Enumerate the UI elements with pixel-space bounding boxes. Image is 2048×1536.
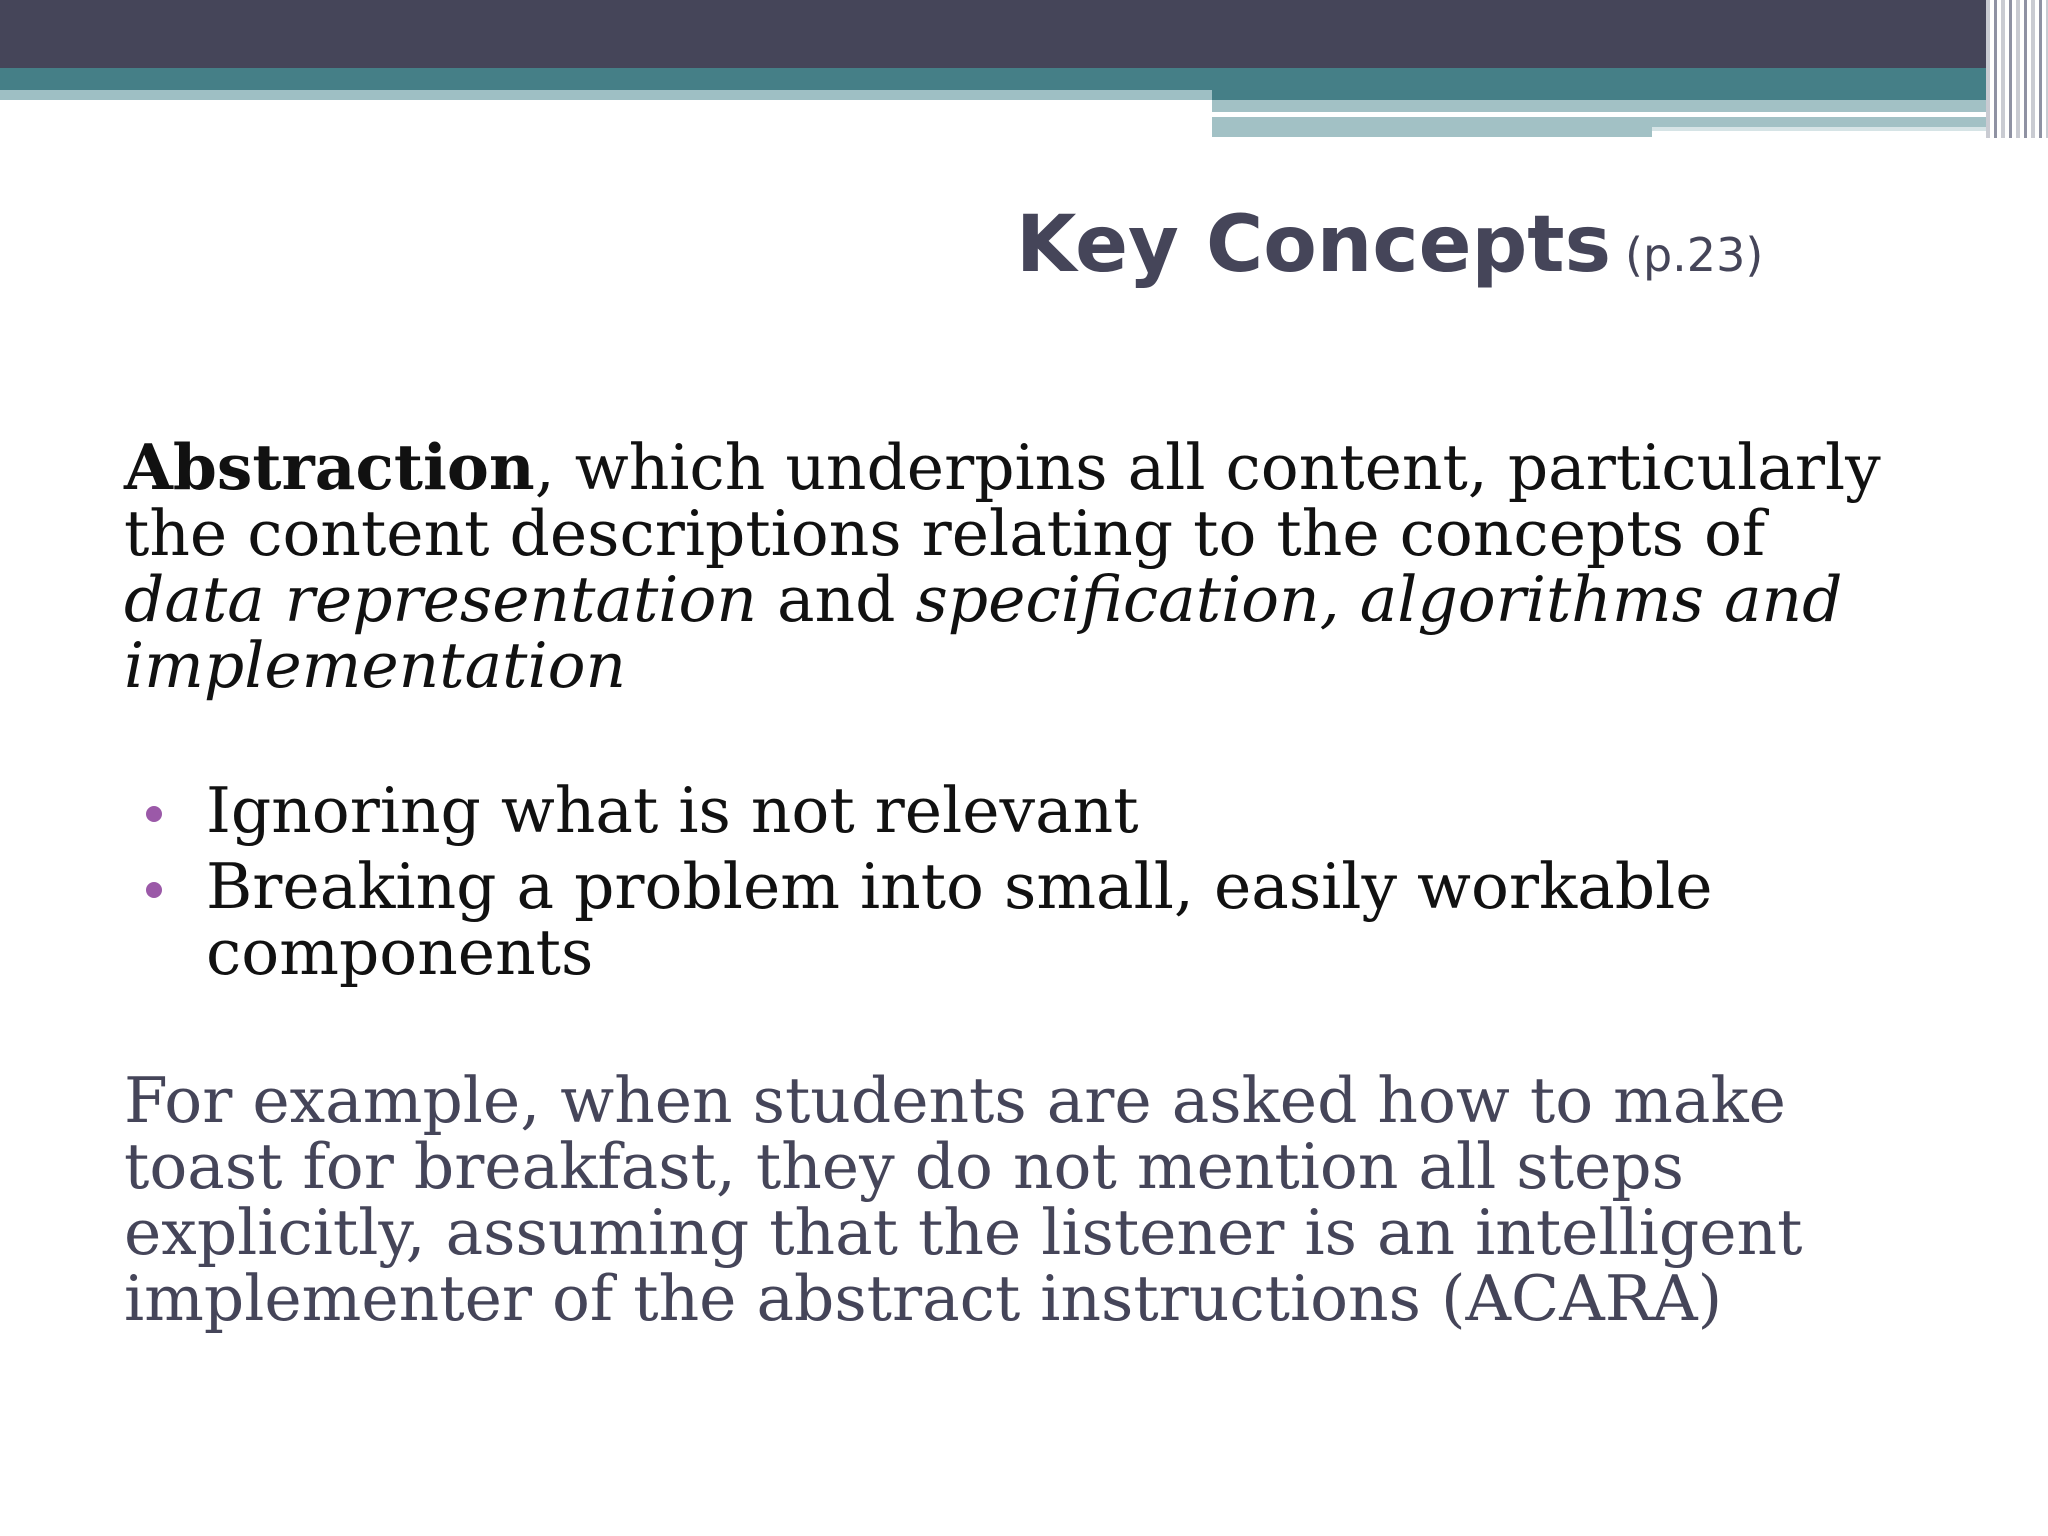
header-band-light-lower	[1212, 117, 2010, 127]
header-band-teal	[0, 68, 2010, 90]
abstraction-italic-2: specification, algorithms and implementation	[124, 563, 1843, 702]
abstraction-text-1: , which underpins all content, particularly the content descriptions relating to the concepts of	[124, 431, 1881, 570]
bullet-dot-icon	[146, 882, 162, 898]
header-band-teal-light-left	[0, 90, 1212, 100]
abstraction-italic-1: data representation	[124, 563, 757, 636]
header-stripes	[1986, 0, 2048, 138]
slide-title	[1016, 200, 1976, 290]
abstraction-term: Abstraction	[124, 430, 535, 504]
bullet-list	[140, 774, 1920, 996]
abstraction-paragraph	[124, 430, 1924, 702]
list-item-text: Ignoring what is not relevant	[206, 774, 1139, 847]
example-paragraph: For example, when students are asked how to make toast for breakfast, they do not mention all steps explicitly, assuming that the listener is an intelligent implementer of the abstract instructions (ACARA)	[124, 1064, 1803, 1335]
bullet-dot-icon	[146, 806, 162, 822]
header-band-light-step	[1212, 127, 1652, 137]
list-item	[140, 774, 1920, 847]
list-item-text: Breaking a problem into small, easily workable components	[206, 850, 1713, 989]
abstraction-text-2: and	[756, 563, 916, 636]
header-band-light	[1212, 100, 2010, 112]
list-item	[140, 850, 1920, 989]
header-band-dark	[0, 0, 2048, 68]
header-band-faint	[1652, 127, 2010, 131]
slide-title-main: Key Concepts	[1016, 200, 1612, 290]
slide-title-page-ref: (p.23)	[1625, 228, 1764, 282]
header-band-teal-right	[1212, 90, 2010, 100]
